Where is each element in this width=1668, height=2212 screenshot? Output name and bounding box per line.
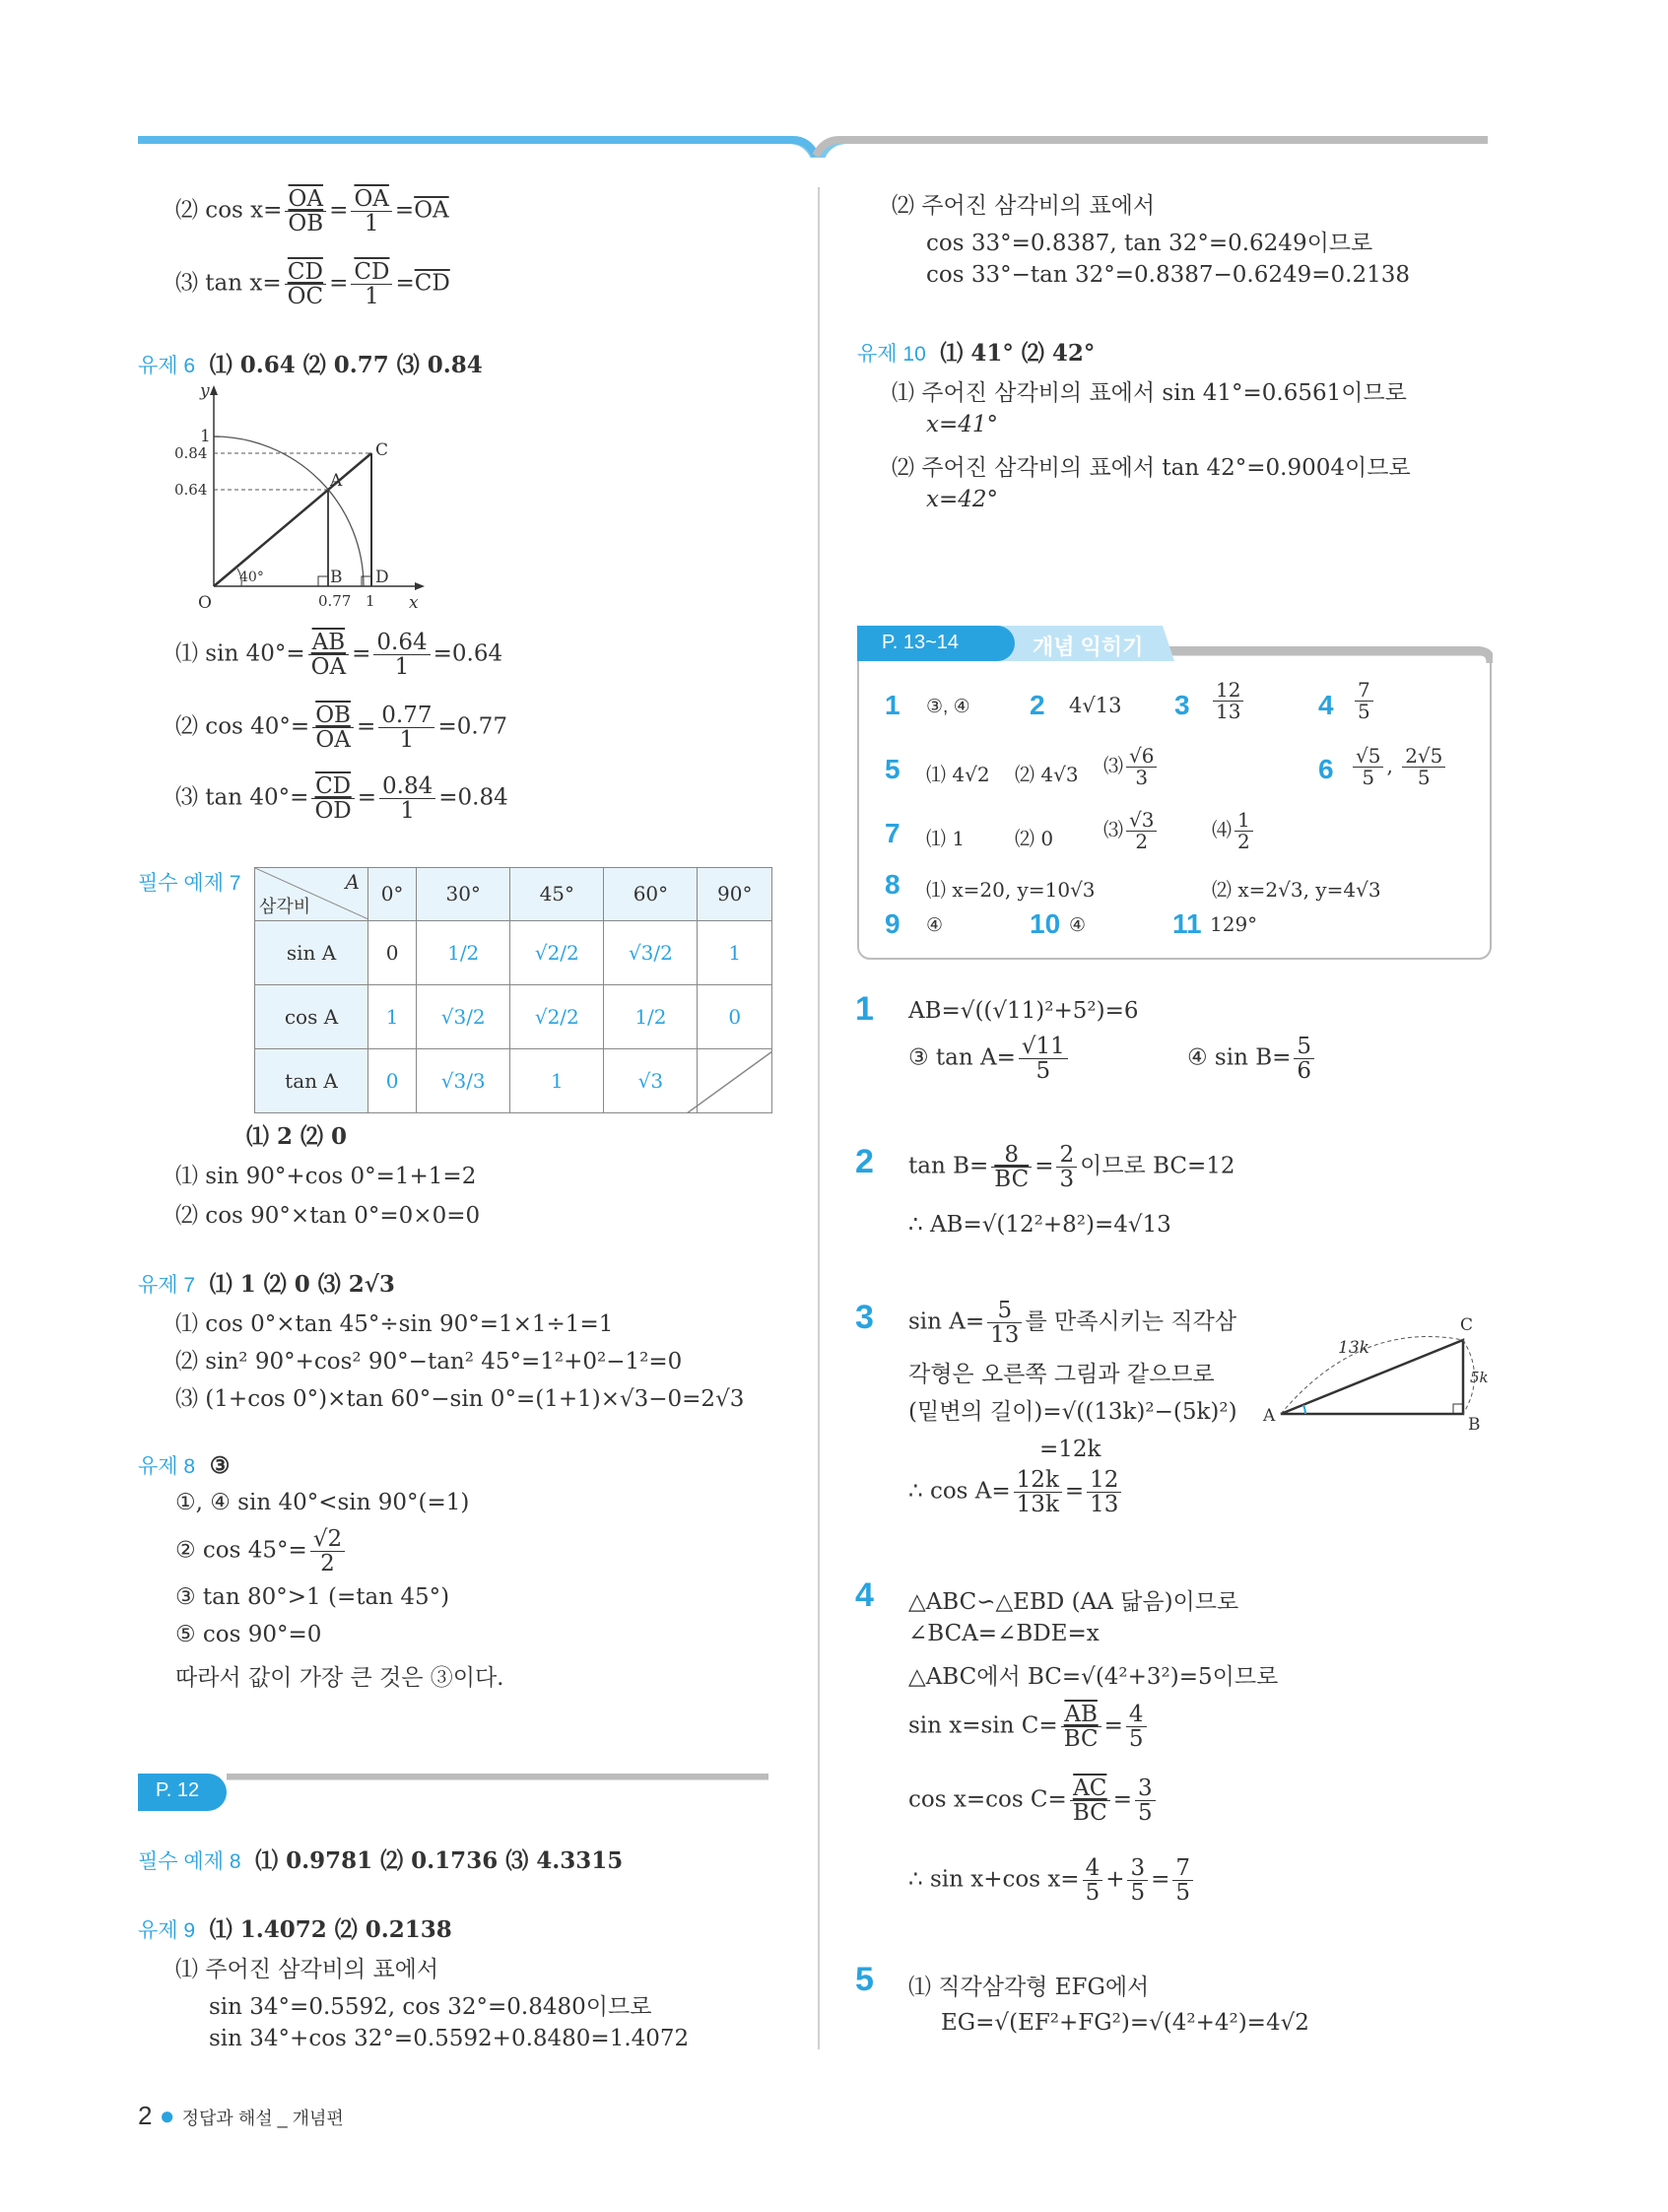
p12-tag: P. 12 <box>156 1779 200 1801</box>
box-a7-4: ⑷ $\frac{1}{2}$ <box>1212 810 1256 852</box>
box-n10: 10 <box>1030 908 1061 939</box>
sol5-line2: EG=√(EF²+FG²)=√(4²+4²)=4√2 <box>941 2010 1309 2036</box>
tan-x-line: ⑶ tan x= $\frac{\overline{CD}}{OC}$ = $\frac{\overline{CD}}{1}$ $=\overline{CD}$ <box>175 259 450 310</box>
diagram-x-label: x <box>409 593 419 611</box>
sol3-line2: 각형은 오른쪽 그림과 같으므로 <box>908 1362 1215 1387</box>
yuje8-heading: 유제 8 ③ <box>138 1452 231 1479</box>
example7-label: 필수 예제 7 <box>138 872 241 895</box>
box-n4: 4 <box>1318 690 1334 720</box>
table-slash <box>687 1051 772 1113</box>
example8-heading: 필수 예제 8 ⑴ 0.9781 ⑵ 0.1736 ⑶ 4.3315 <box>138 1847 624 1874</box>
yuje9-line1: ⑴ 주어진 삼각비의 표에서 <box>175 1957 439 1982</box>
sol4-line2: ∠BCA=∠BDE=x <box>908 1621 1100 1646</box>
footer-dot: ● <box>159 2101 175 2130</box>
diagram-B: B <box>330 568 343 587</box>
right-top-line2: cos 33°=0.8387, tan 32°=0.6249이므로 <box>926 231 1373 256</box>
box-a5-2: ⑵ 4√3 <box>1015 763 1079 786</box>
diagram-origin: O <box>198 593 212 611</box>
yuje10-line4: x=42° <box>926 487 999 512</box>
example7-line1: ⑴ sin 90°+cos 0°=1+1=2 <box>175 1164 477 1189</box>
right-top-line3: cos 33°−tan 32°=0.8387−0.6249=0.2138 <box>926 262 1410 288</box>
fig-C: C <box>1460 1315 1474 1335</box>
sol4-line6: ∴ sin x+cos x= $\frac{4}{5}$ + $\frac{3}{5}$ = $\frac{7}{5}$ <box>908 1856 1196 1905</box>
yuje8-line2: ② cos 45°= $\frac{√2}{2}$ <box>175 1527 348 1575</box>
sol3-line5: ∴ cos A= $\frac{12k}{13k}$ = $\frac{12}{13}$ <box>908 1468 1124 1516</box>
yuje8-line3: ③ tan 80°>1 (=tan 45°) <box>175 1584 450 1610</box>
box-a1: ③, ④ <box>926 697 970 717</box>
fig-A: A <box>1263 1406 1276 1426</box>
box-n6: 6 <box>1318 754 1334 784</box>
header-bars <box>0 0 1668 158</box>
sol2-line2: ∴ AB=√(12²+8²)=4√13 <box>908 1212 1171 1238</box>
example7-line2: ⑵ cos 90°×tan 0°=0×0=0 <box>175 1203 481 1229</box>
yuje10-line2: x=41° <box>926 412 999 437</box>
fig-hyp: 13k <box>1338 1338 1369 1358</box>
unit-circle-diagram <box>172 379 448 611</box>
yuje10-heading: 유제 10 ⑴ 41° ⑵ 42° <box>857 340 1096 367</box>
box-n2: 2 <box>1030 690 1045 720</box>
sol1-line3: ④ sin B= $\frac{5}{6}$ <box>1187 1035 1317 1083</box>
box-a11: 129° <box>1210 912 1258 936</box>
box-n11: 11 <box>1172 908 1202 939</box>
yuje9-line3: sin 34°+cos 32°=0.5592+0.8480=1.4072 <box>209 2026 690 2051</box>
box-n9: 9 <box>885 908 901 939</box>
right-top-line1: ⑵ 주어진 삼각비의 표에서 <box>892 193 1156 219</box>
column-divider <box>818 187 820 2049</box>
diagram-D: D <box>375 568 389 587</box>
box-title: 개념 익히기 <box>1033 635 1144 659</box>
sol2-number: 2 <box>855 1143 874 1180</box>
diagram-084: 0.84 <box>174 444 208 462</box>
box-a5-1: ⑴ 4√2 <box>926 763 990 786</box>
p12-tab-shape <box>138 1774 778 1813</box>
sin40-line: ⑴ sin 40°= $\frac{\overline{AB}}{OA}$ = $\frac{0.64}{1}$ =0.64 <box>175 630 503 681</box>
yuje10-line3: ⑵ 주어진 삼각비의 표에서 tan 42°=0.9004이므로 <box>892 455 1411 481</box>
sol4-line5: cos x=cos C= $\frac{\overline{AC}}{BC}$ = $\frac{3}{5}$ <box>908 1776 1159 1825</box>
diagram-A: A <box>330 471 343 491</box>
yuje8-line4: ⑤ cos 90°=0 <box>175 1622 322 1647</box>
yuje6-heading: 유제 6 ⑴ 0.64 ⑵ 0.77 ⑶ 0.84 <box>138 352 483 378</box>
yuje7-line2: ⑵ sin² 90°+cos² 90°−tan² 45°=1²+0²−1²=0 <box>175 1349 683 1374</box>
sol3-line3: (밑변의 길이)=√((13k)²−(5k)²) <box>908 1399 1237 1425</box>
box-a9: ④ <box>926 915 944 936</box>
box-a7-1: ⑴ 1 <box>926 827 966 850</box>
box-a6: $\frac{√5}{5}$ , $\frac{2√5}{5}$ <box>1350 746 1448 788</box>
sol5-number: 5 <box>855 1961 874 1998</box>
sol2-line1: tan B= $\frac{8}{BC}$ = $\frac{2}{3}$ 이므로 BC=12 <box>908 1142 1235 1193</box>
triangle-figure <box>1251 1306 1498 1434</box>
diagram-angle: 40° <box>239 570 264 585</box>
box-n1: 1 <box>885 690 901 720</box>
diagram-077: 0.77 <box>318 592 352 610</box>
sol4-line4: sin x=sin C= $\frac{\overline{AB}}{BC}$ = $\frac{4}{5}$ <box>908 1703 1150 1751</box>
box-n8: 8 <box>885 869 901 900</box>
box-a7-2: ⑵ 0 <box>1015 827 1054 850</box>
box-a8-2: ⑵ x=2√3, y=4√3 <box>1212 878 1381 902</box>
diagram-C: C <box>375 440 389 460</box>
yuje7-line3: ⑶ (1+cos 0°)×tan 60°−sin 0°=(1+1)×√3−0=2√3 <box>175 1386 745 1412</box>
fig-side: 5k <box>1470 1369 1489 1386</box>
yuje8-line5: 따라서 값이 가장 큰 것은 ③이다. <box>175 1665 504 1691</box>
diagram-064: 0.64 <box>174 481 208 499</box>
sol3-line1: sin A= $\frac{5}{13}$ 를 만족시키는 직각삼 <box>908 1298 1237 1349</box>
page-number: 2 <box>138 2101 153 2130</box>
footer-text: 정답과 해설 _ 개념편 <box>181 2109 344 2128</box>
box-a5-3: ⑶ $\frac{√6}{3}$ <box>1103 746 1160 788</box>
tan40-line: ⑶ tan 40°= $\frac{\overline{CD}}{OD}$ = $\frac{0.84}{1}$ =0.84 <box>175 773 508 825</box>
sol3-line4: =12k <box>1039 1437 1101 1462</box>
box-a10: ④ <box>1069 915 1087 936</box>
box-n3: 3 <box>1174 690 1190 720</box>
yuje7-heading: 유제 7 ⑴ 1 ⑵ 0 ⑶ 2√3 <box>138 1271 395 1298</box>
diagram-x1: 1 <box>366 592 375 610</box>
box-n5: 5 <box>885 754 901 784</box>
yuje8-line1: ①, ④ sin 40°<sin 90°(=1) <box>175 1490 470 1515</box>
yuje10-line1: ⑴ 주어진 삼각비의 표에서 sin 41°=0.6561이므로 <box>892 380 1407 406</box>
fig-B: B <box>1468 1415 1481 1434</box>
cos-x-line: ⑵ cos x= $\frac{\overline{OA}}{OB}$ = $\frac{\overline{OA}}{1}$ $=\overline{OA}$ <box>175 186 449 237</box>
sol1-line2: ③ tan A= $\frac{√11}{5}$ <box>908 1035 1071 1083</box>
example7-answers: ⑴ 2 ⑵ 0 <box>246 1123 348 1150</box>
box-a8-1: ⑴ x=20, y=10√3 <box>926 878 1096 902</box>
box-a2: 4√13 <box>1069 694 1122 717</box>
table-corner: A 삼각비 <box>255 868 368 921</box>
box-n7: 7 <box>885 818 901 848</box>
sol5-line1: ⑴ 직각삼각형 EFG에서 <box>908 1975 1150 2000</box>
yuje9-heading: 유제 9 ⑴ 1.4072 ⑵ 0.2138 <box>138 1916 452 1943</box>
sol4-line1: △ABC∽△EBD (AA 닮음)이므로 <box>908 1589 1239 1615</box>
diagram-1-y: 1 <box>200 427 211 446</box>
box-page-tag: P. 13~14 <box>882 632 960 653</box>
yuje9-line2: sin 34°=0.5592, cos 32°=0.8480이므로 <box>209 1994 652 2020</box>
trig-table: A 삼각비 0° 30° 45° 60° 90° sin A 0 1/2 √2/2 √3/2 1 cos A 1 √3/2 √2/2 1/2 0 tan A 0 √3/3 1 √3 <box>254 867 772 1113</box>
cos40-line: ⑵ cos 40°= $\frac{\overline{OB}}{OA}$ = $\frac{0.77}{1}$ =0.77 <box>175 703 507 754</box>
yuje7-line1: ⑴ cos 0°×tan 45°÷sin 90°=1×1÷1=1 <box>175 1311 614 1337</box>
sol1-number: 1 <box>855 990 874 1028</box>
diagram-y-label: y <box>200 381 210 401</box>
sol3-number: 3 <box>855 1299 874 1336</box>
sol1-line1: AB=√((√11)²+5²)=6 <box>908 998 1139 1024</box>
footer <box>138 2101 344 2131</box>
box-a7-3: ⑶ $\frac{√3}{2}$ <box>1103 810 1160 852</box>
sol4-number: 4 <box>855 1576 874 1614</box>
sol4-line3: △ABC에서 BC=√(4²+3²)=5이므로 <box>908 1664 1279 1690</box>
